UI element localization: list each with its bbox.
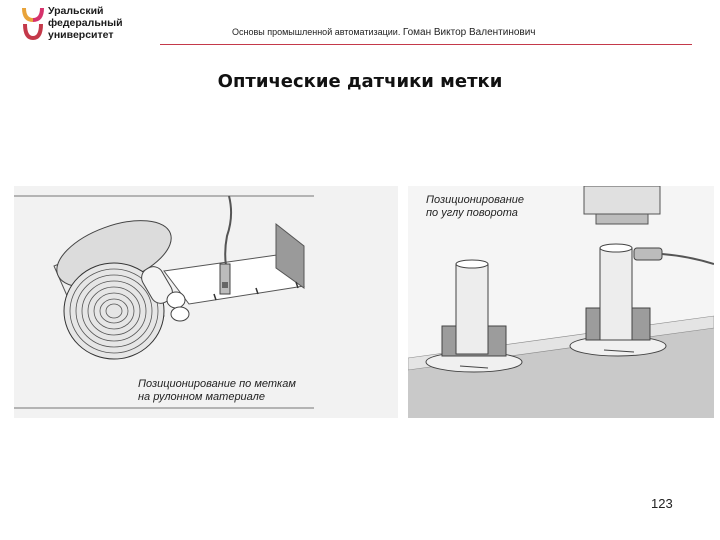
header-rule: [160, 44, 692, 45]
roll-material-panel: [14, 186, 398, 418]
urfu-logo-icon: [22, 6, 44, 40]
rotation-angle-panel: [408, 186, 714, 418]
page-number: 123: [651, 496, 673, 511]
roll-caption-line-2: на рулонном материале: [138, 391, 265, 403]
sensor-figure: [14, 186, 714, 418]
rotation-caption-line-1: Позиционирование: [426, 194, 525, 206]
university-logo: [22, 4, 152, 44]
roll-caption-line-1: Позиционирование по меткам: [138, 378, 296, 390]
rotation-caption-line-2: по углу поворота: [426, 207, 518, 219]
logo-line-3: университет: [48, 29, 114, 41]
rotation-angle-illustration: [408, 186, 714, 418]
header-line: [232, 27, 536, 38]
logo-line-1: Уральский: [48, 5, 104, 17]
slide-title: Оптические датчики метки: [217, 71, 503, 92]
author-name: Гоман Виктор Валентинович: [402, 27, 536, 38]
course-name: Основы промышленной автоматизации.: [232, 27, 401, 37]
logo-line-2: федеральный: [48, 17, 123, 29]
